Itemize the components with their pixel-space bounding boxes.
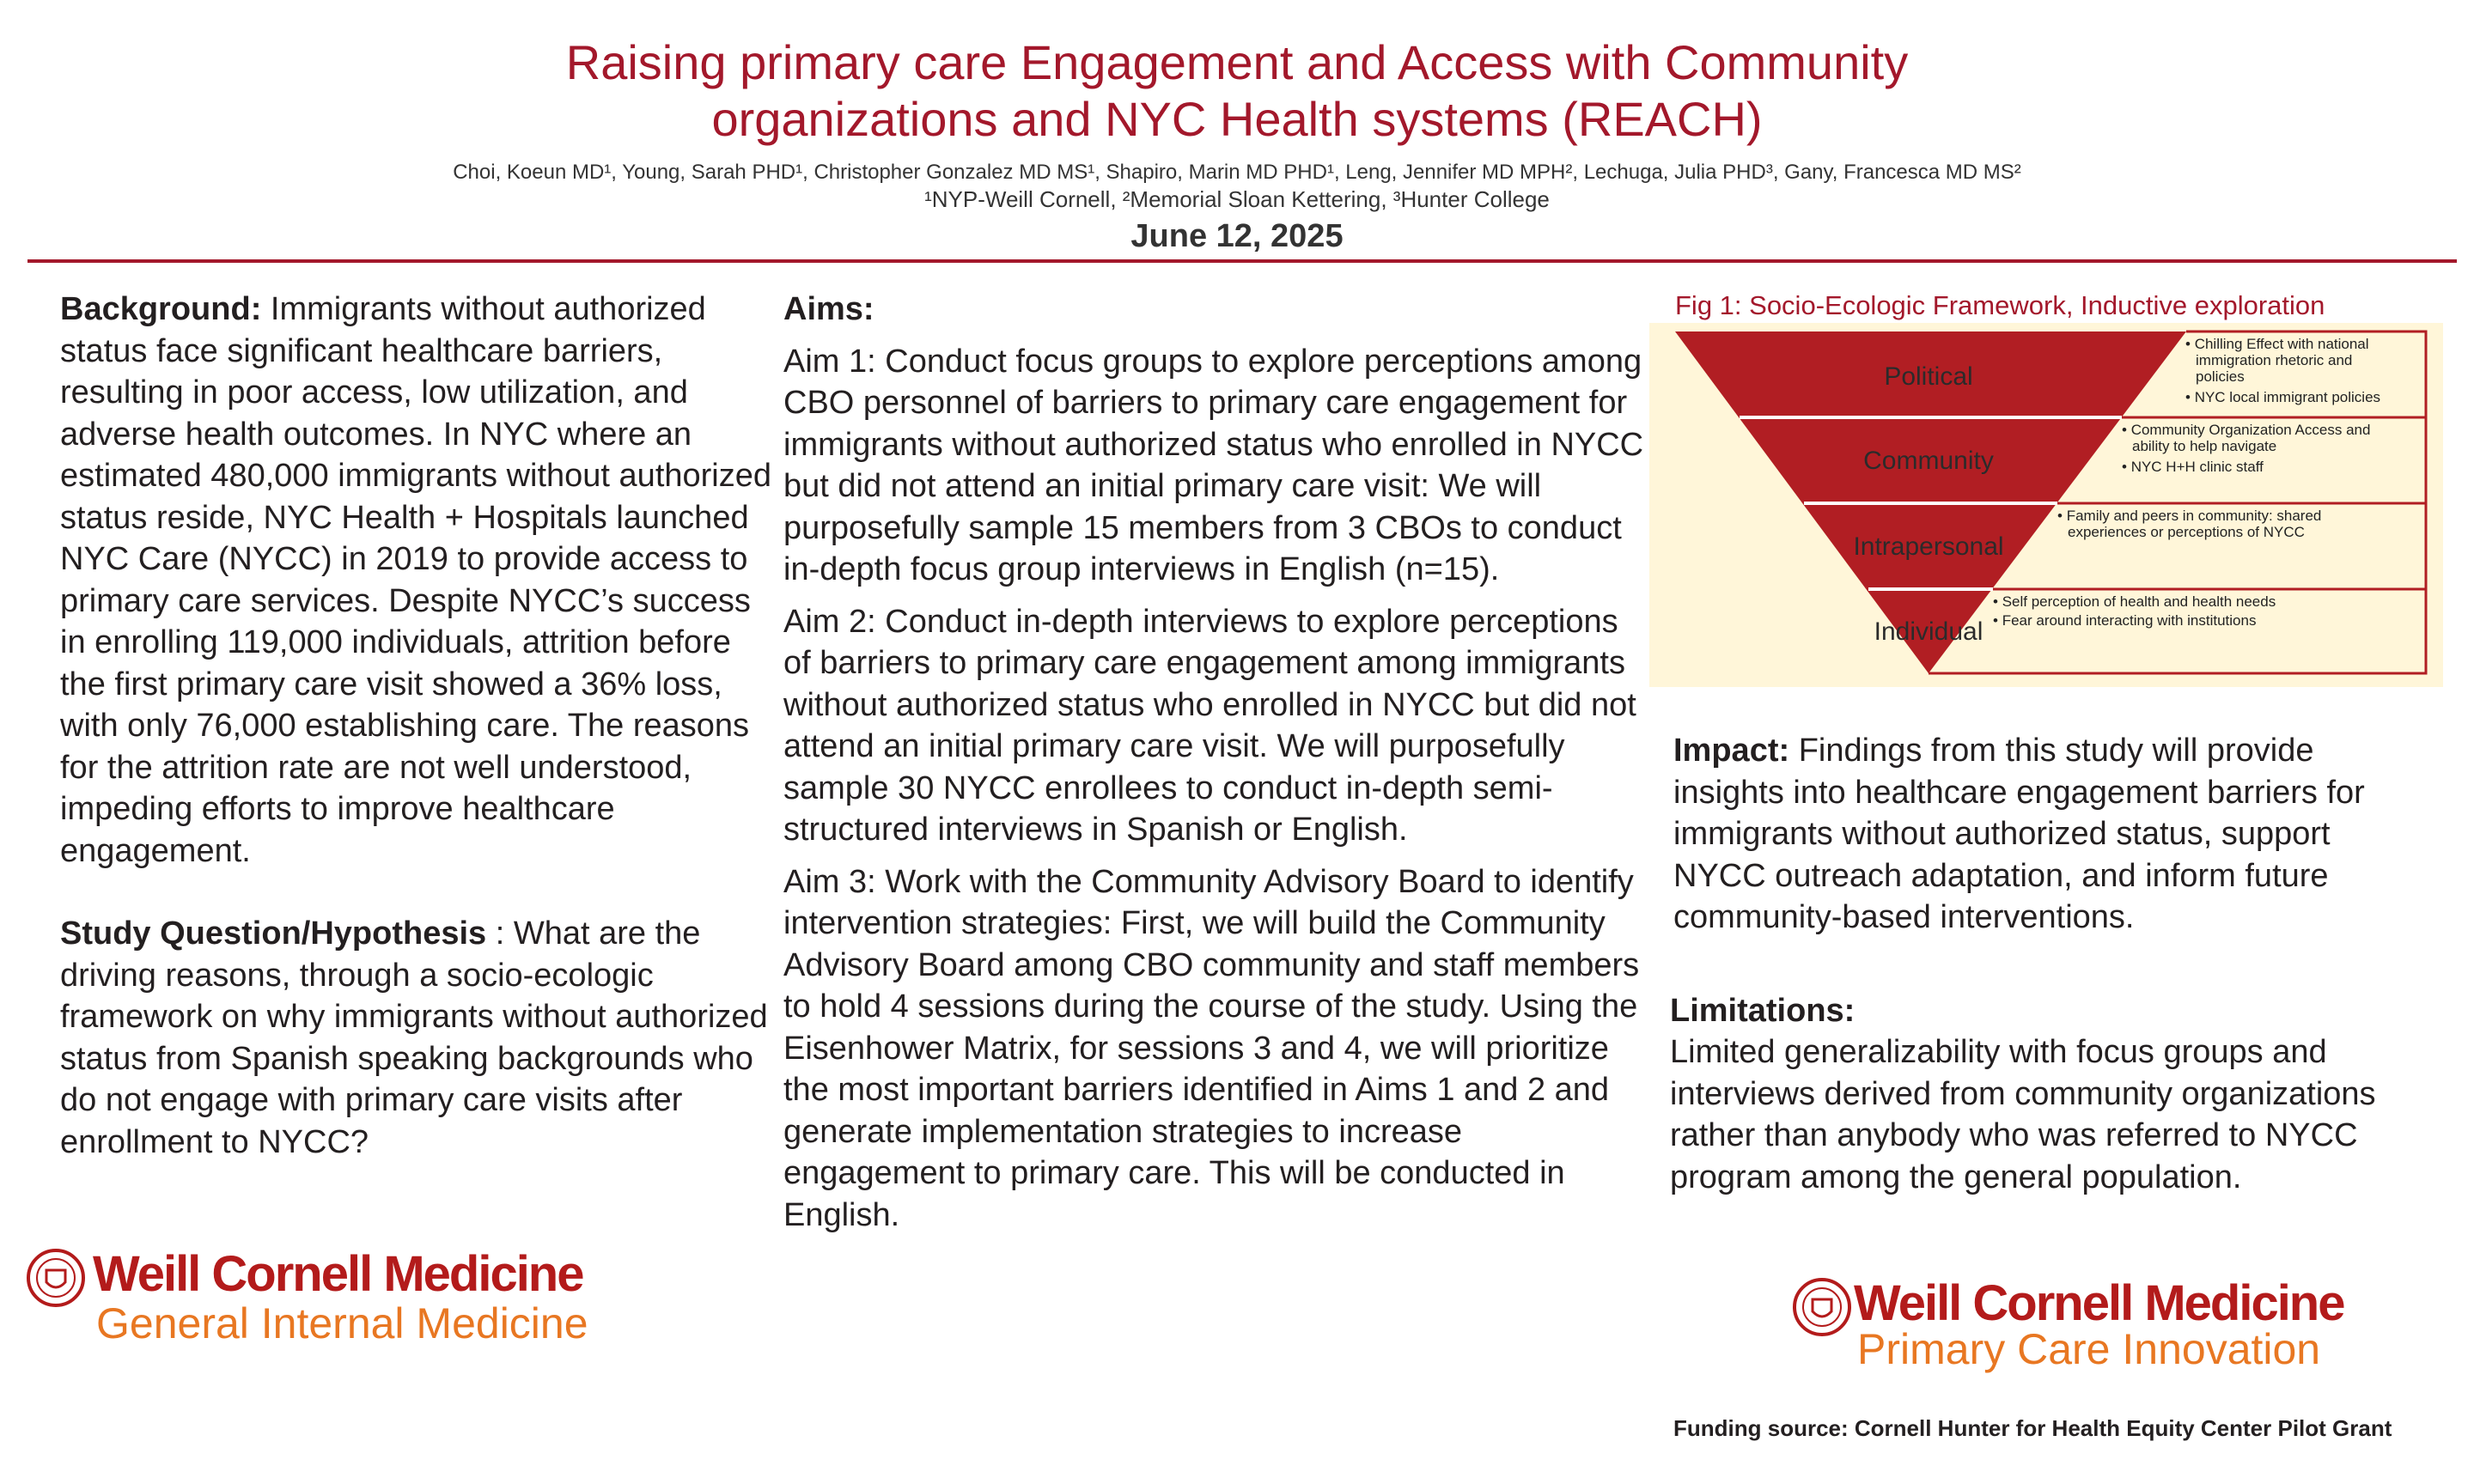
wcm-logo-pci bbox=[1792, 1274, 2445, 1386]
community-bullet-1b: ability to help navigate bbox=[2132, 438, 2277, 454]
level-label-intrapersonal: Intrapersonal bbox=[1853, 532, 2004, 561]
title-line-2: organizations and NYC Health systems (REACH) bbox=[711, 92, 1763, 146]
aims-column bbox=[783, 289, 1651, 1236]
aims-heading: Aims: bbox=[783, 291, 874, 327]
framework-diagram bbox=[1649, 323, 2443, 687]
community-bullet-1: • Community Organization Access and bbox=[2122, 422, 2371, 438]
level-label-community: Community bbox=[1863, 447, 1994, 475]
political-bullet-1b: immigration rhetoric and bbox=[2196, 352, 2353, 368]
limitations-label: Limitations: bbox=[1670, 992, 1855, 1029]
funding-source: Funding source: Cornell Hunter for Health Equity Center Pilot Grant bbox=[1673, 1415, 2392, 1441]
background-text: Immigrants without authorized status face significant healthcare barriers, resulting in poor access, low utilization, and adverse health outcomes. In NYC where an estimated 480,000 immigrants without authorized status reside, NYC Health + Hospitals launched NYC Care (NYCC) in 2019 to provide access to primary care services. Despite NYCC’s success in enrolling 119,000 individuals, attrition before the first primary care visit showed a 36% loss, with only 76,000 establishing care. The reasons for the attrition rate are not well understood, impeding efforts to improve healthcare engagement. bbox=[60, 291, 772, 869]
wcm-logo-gim bbox=[26, 1245, 679, 1357]
individual-bullet-2: • Fear around interacting with institutions bbox=[1993, 612, 2257, 629]
aim-1: Aim 1: Conduct focus groups to explore perceptions among CBO personnel of barriers to primary care engagement for immigrants without authorized status who enrolled in NYCC but did not attend an initial primary care visit: We will purposefully sample 15 members from 3 CBOs to conduct in-depth focus group interviews in English (n=15). bbox=[783, 343, 1644, 587]
individual-bullet-1: • Self perception of health and health needs bbox=[1993, 593, 2276, 610]
impact-section bbox=[1673, 730, 2429, 939]
right-column bbox=[1670, 730, 2429, 1198]
wcm-seal-icon bbox=[1792, 1277, 1852, 1337]
header-divider bbox=[27, 259, 2457, 263]
poster-title bbox=[0, 34, 2474, 148]
level-label-political: Political bbox=[1884, 362, 1973, 391]
wcm-name-right: Weill Cornell Medicine bbox=[1854, 1275, 2344, 1331]
aim-3: Aim 3: Work with the Community Advisory Board to identify intervention strategies: First, we will build the Community Advisory Board among CBO community and staff members to hold 4 sessions during the course of the study. Using the Eisenhower Matrix, for sessions 3 and 4, we will prioritize the most important barriers identified in Aims 1 and 2 and generate implementation strategies to increase engagement to primary care. This will be conducted in English. bbox=[783, 863, 1640, 1233]
level-label-individual: Individual bbox=[1874, 617, 1983, 646]
question-text: : What are the driving reasons, through a socio-ecologic framework on why immigrants without authorized status from Spanish speaking backgrounds who do not engage with primary care visits after enrollment to NYCC? bbox=[60, 915, 768, 1160]
background-label: Background: bbox=[60, 291, 262, 327]
political-bullet-1: • Chilling Effect with national bbox=[2185, 336, 2369, 352]
intrapersonal-bullet-1b: experiences or perceptions of NYCC bbox=[2068, 524, 2305, 540]
impact-text: Findings from this study will provide insights into healthcare engagement barriers for immigrants without authorized status, support NYCC outreach adaptation, and inform future community-based interventions. bbox=[1673, 733, 2365, 935]
aim-2: Aim 2: Conduct in-depth interviews to explore perceptions of barriers to primary care engagement among immigrants without authorized status who enrolled in NYCC but did not attend an initial primary care visit. We will purposefully sample 30 NYCC enrollees to conduct in-depth semi-structured interviews in Spanish or English. bbox=[783, 603, 1636, 848]
political-bullet-2: • NYC local immigrant policies bbox=[2185, 389, 2381, 405]
title-line-1: Raising primary care Engagement and Access with Community bbox=[565, 35, 1909, 89]
wcm-sub-left: General Internal Medicine bbox=[96, 1299, 588, 1347]
intrapersonal-bullet-1: • Family and peers in community: shared bbox=[2057, 508, 2322, 524]
question-section bbox=[60, 913, 782, 1163]
left-column bbox=[60, 289, 782, 1163]
wcm-seal-icon bbox=[26, 1248, 86, 1308]
political-bullet-1c: policies bbox=[2196, 368, 2245, 385]
limitations-text: Limited generalizability with focus groups and interviews derived from community organizations rather than anybody who was referred to NYCC program among the general population. bbox=[1670, 1034, 2376, 1195]
impact-label: Impact: bbox=[1673, 733, 1790, 769]
question-label: Study Question/Hypothesis bbox=[60, 915, 487, 952]
wcm-name-left: Weill Cornell Medicine bbox=[93, 1246, 583, 1302]
figure-title: Fig 1: Socio-Ecologic Framework, Inductive exploration bbox=[1675, 290, 2325, 320]
poster-date: June 12, 2025 bbox=[1130, 218, 1344, 254]
author-list: Choi, Koeun MD¹, Young, Sarah PHD¹, Christopher Gonzalez MD MS¹, Shapiro, Marin MD PHD¹, Leng, Jennifer MD MPH², Lechuga, Julia PHD³, Gany, Francesca MD MS² bbox=[453, 161, 2021, 184]
wcm-sub-right: Primary Care Innovation bbox=[1857, 1325, 2321, 1373]
community-bullet-2: • NYC H+H clinic staff bbox=[2122, 459, 2264, 475]
socio-ecologic-figure bbox=[1649, 323, 2443, 687]
affiliations: ¹NYP-Weill Cornell, ²Memorial Sloan Kettering, ³Hunter College bbox=[924, 186, 1550, 212]
background-section bbox=[60, 289, 782, 872]
